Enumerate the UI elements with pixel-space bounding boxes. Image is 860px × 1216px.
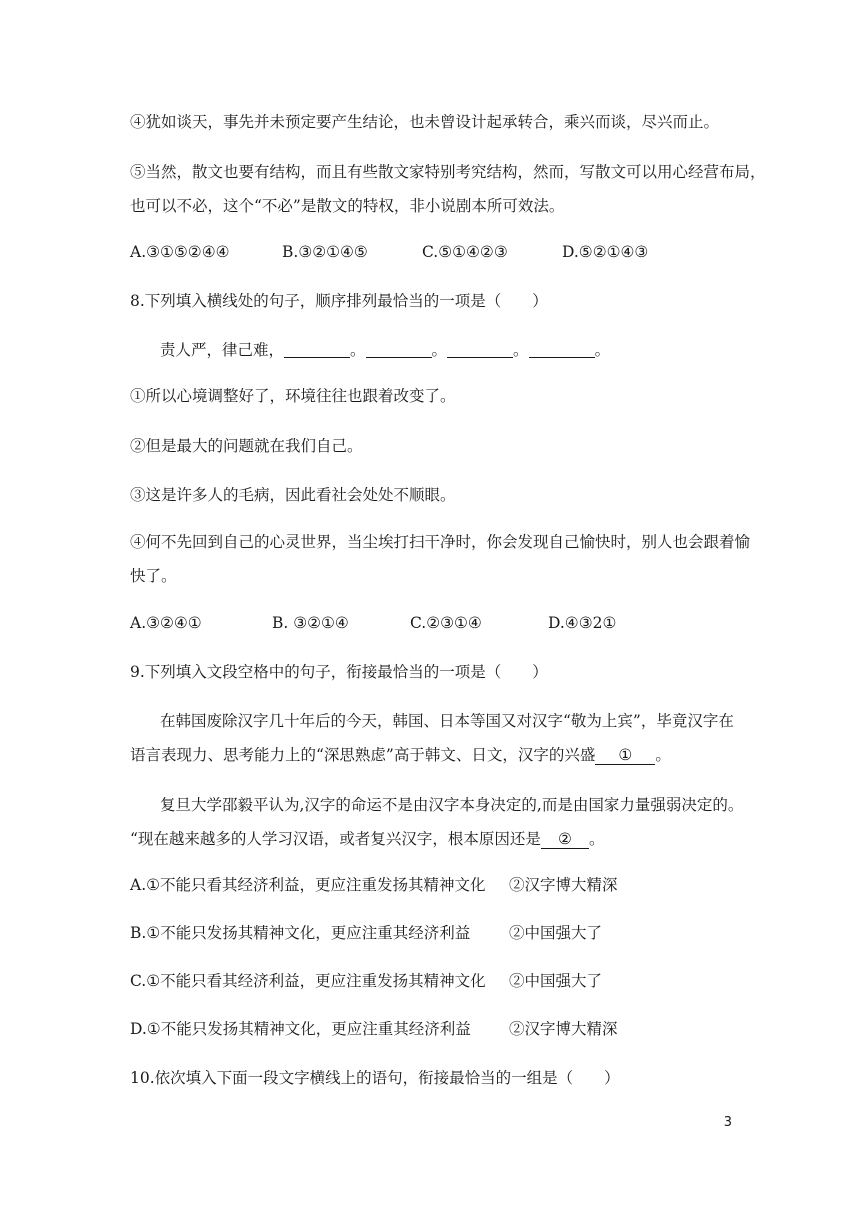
q9-stem: 9.下列填入文段空格中的句子，衔接最恰当的一项是（ ） (130, 663, 548, 681)
q8-option-d: D.④③2① (548, 614, 617, 632)
q8-period-2: 。 (431, 341, 448, 359)
q7-option-a: A.③①⑤②④④ (130, 243, 230, 261)
q8-blank-4 (529, 341, 595, 358)
q8-option-c: C.②③①④ (410, 614, 482, 632)
q7-item-5-line-2: 也可以不必，这个“不必”是散文的特权，非小说剧本所可效法。 (130, 197, 565, 215)
q9-option-d-second: ②汉字博大精深 (509, 1020, 618, 1038)
q8-item-4-line-2: 快了。 (130, 567, 177, 585)
q8-stem: 8.下列填入横线处的句子，顺序排列最恰当的一项是（ ） (130, 292, 548, 310)
q8-period-3: 。 (513, 341, 529, 359)
q9-p1-text: 语言表现力、思考能力上的“深思熟虑”高于韩文、日文，汉字的兴盛 (130, 746, 596, 764)
q7-item-5-line-1: ⑤当然，散文也要有结构，而且有些散文家特别考究结构，然而，写散文可以用心经营布局， (130, 163, 766, 181)
q9-option-c-first: C.①不能只看其经济利益，更应注重发扬其精神文化 (130, 972, 486, 990)
q8-item-3: ③这是许多人的毛病，因此看社会处处不顺眼。 (130, 486, 456, 504)
q9-blank-1: ① (595, 746, 655, 765)
q8-period-1: 。 (350, 341, 366, 359)
q8-passage (160, 340, 610, 360)
q9-p2-text: “现在越来越多的人学习汉语，或者复兴汉字，根本原因还是 (130, 830, 541, 848)
q9-p2-end: 。 (588, 830, 605, 848)
q8-period-4: 。 (594, 341, 611, 359)
q9-paragraph-2-line-2 (130, 829, 604, 849)
q9-option-a-first: A.①不能只看其经济利益，更应注重发扬其精神文化 (130, 876, 486, 894)
q7-item-4: ④犹如谈天，事先并未预定要产生结论，也未曾设计起承转合，乘兴而谈，尽兴而止。 (130, 113, 720, 131)
q8-item-4-line-1: ④何不先回到自己的心灵世界，当尘埃打扫干净时，你会发现自己愉快时，别人也会跟着愉 (130, 533, 751, 551)
q9-option-a-second: ②汉字博大精深 (509, 876, 618, 894)
q9-paragraph-1-line-2 (130, 745, 671, 765)
q9-blank-2: ② (541, 830, 589, 849)
q7-option-b: B.③②①④⑤ (282, 243, 368, 261)
q9-p1-end: 。 (655, 746, 671, 764)
q8-item-1: ①所以心境调整好了，环境往往也跟着改变了。 (130, 387, 456, 405)
q8-blank-1 (284, 341, 350, 358)
q8-blank-3 (447, 341, 513, 358)
q8-item-2: ②但是最大的问题就在我们自己。 (130, 437, 363, 455)
q7-option-d: D.⑤②①④③ (562, 243, 649, 261)
q9-option-b-first: B.①不能只发扬其精神文化，更应注重其经济利益 (130, 924, 471, 942)
q9-paragraph-2-line-1: 复旦大学邵毅平认为,汉字的命运不是由汉字本身决定的,而是由国家力量强弱决定的。 (160, 796, 744, 814)
q10-stem: 10.依次填入下面一段文字横线上的语句，衔接最恰当的一组是（ ） (130, 1069, 620, 1087)
q8-option-a: A.③②④① (130, 614, 202, 632)
q8-passage-prefix: 责人严，律己难， (160, 341, 285, 359)
page-number: 3 (723, 1115, 732, 1130)
q7-option-c: C.⑤①④②③ (422, 243, 508, 261)
q8-option-b: B. ③②①④ (272, 614, 349, 632)
q9-paragraph-1-line-1: 在韩国废除汉字几十年后的今天，韩国、日本等国又对汉字“敬为上宾”，毕竟汉字在 (160, 712, 734, 730)
q9-option-b-second: ②中国强大了 (509, 924, 603, 942)
q9-option-d-first: D.①不能只发扬其精神文化，更应注重其经济利益 (130, 1020, 471, 1038)
q9-option-c-second: ②中国强大了 (509, 972, 603, 990)
q8-blank-2 (366, 341, 432, 358)
